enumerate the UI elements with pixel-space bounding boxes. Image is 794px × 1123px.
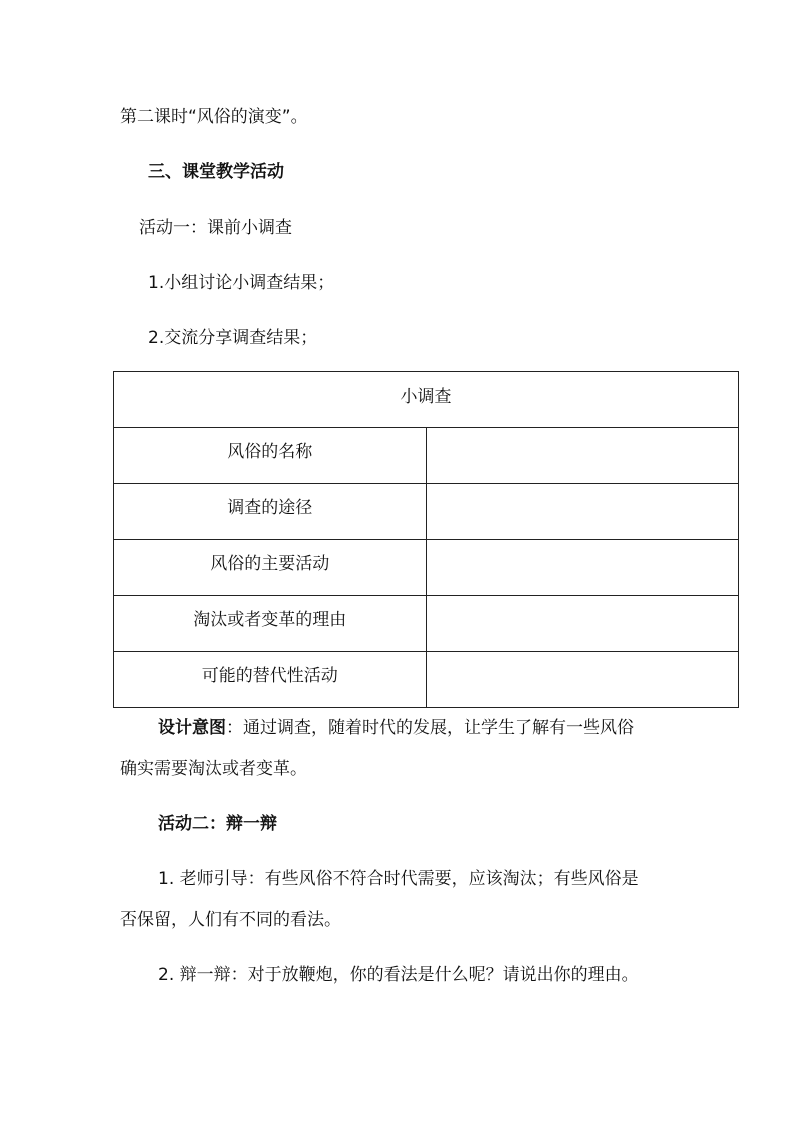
activity-2-title: 活动二：辩一辩 xyxy=(158,814,277,834)
row-value xyxy=(426,596,739,652)
row-label: 淘汰或者变革的理由 xyxy=(114,596,427,652)
table-row xyxy=(114,540,739,596)
row-value xyxy=(426,652,739,708)
row-value xyxy=(426,540,739,596)
activity-2-step-1-line-1: 1. 老师引导：有些风俗不符合时代需要，应该淘汰；有些风俗是 xyxy=(158,869,639,889)
row-value xyxy=(426,428,739,484)
activity-2-step-1-line-2: 否保留，人们有不同的看法。 xyxy=(120,910,341,930)
row-label: 可能的替代性活动 xyxy=(114,652,427,708)
row-label: 风俗的名称 xyxy=(114,428,427,484)
activity-1-title: 活动一：课前小调查 xyxy=(139,218,292,238)
design-intent-line-1 xyxy=(158,716,634,740)
design-intent-line-2: 确实需要淘汰或者变革。 xyxy=(120,759,307,779)
activity-1-step-2: 2.交流分享调查结果； xyxy=(148,328,318,348)
activity-2-step-2: 2. 辩一辩：对于放鞭炮，你的看法是什么呢？请说出你的理由。 xyxy=(158,965,639,985)
activity-1-step-1: 1.小组讨论小调查结果； xyxy=(148,273,335,293)
survey-table xyxy=(113,371,739,708)
row-value xyxy=(426,484,739,540)
survey-table-header-row xyxy=(114,372,739,428)
row-label: 调查的途径 xyxy=(114,484,427,540)
survey-table-title: 小调查 xyxy=(114,372,739,428)
table-row xyxy=(114,484,739,540)
table-row xyxy=(114,652,739,708)
table-row xyxy=(114,428,739,484)
row-label: 风俗的主要活动 xyxy=(114,540,427,596)
section-heading: 三、课堂教学活动 xyxy=(148,162,284,182)
table-row xyxy=(114,596,739,652)
design-intent-text: ：通过调查，随着时代的发展，让学生了解有一些风俗 xyxy=(226,718,634,738)
intro-paragraph: 第二课时“风俗的演变”。 xyxy=(120,107,308,127)
design-intent-label: 设计意图 xyxy=(158,718,226,738)
